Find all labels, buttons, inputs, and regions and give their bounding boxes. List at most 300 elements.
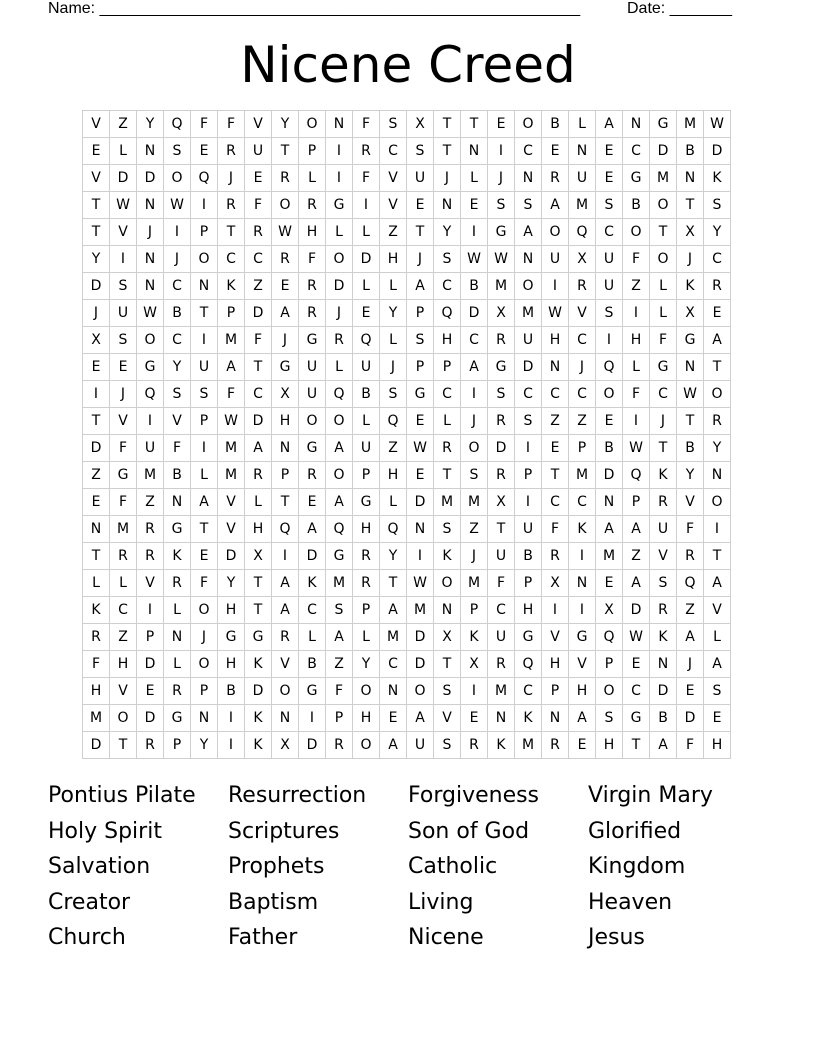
grid-cell: J [569,354,596,381]
grid-cell: I [326,165,353,192]
grid-cell: P [407,354,434,381]
grid-cell: G [488,354,515,381]
grid-cell: R [542,165,569,192]
grid-cell: Q [434,300,461,327]
word-search-grid [82,110,731,759]
grid-cell: T [218,219,245,246]
grid-cell: Q [353,327,380,354]
grid-cell: N [515,165,542,192]
grid-cell: R [83,624,110,651]
grid-cell: C [164,273,191,300]
grid-cell: T [434,138,461,165]
grid-cell: C [569,381,596,408]
grid-cell: A [326,624,353,651]
grid-cell: R [299,462,326,489]
grid-cell: M [461,570,488,597]
grid-cell: P [353,462,380,489]
grid-cell: K [245,705,272,732]
grid-cell: F [218,111,245,138]
grid-cell: J [434,165,461,192]
grid-cell: S [380,381,407,408]
grid-cell: A [380,732,407,759]
grid-cell: B [164,462,191,489]
grid-cell: N [83,516,110,543]
grid-cell: D [245,300,272,327]
grid-cell: C [245,246,272,273]
grid-cell: H [434,327,461,354]
grid-cell: Y [704,435,731,462]
grid-cell: G [407,381,434,408]
grid-cell: K [488,732,515,759]
grid-cell: L [110,138,137,165]
grid-cell: M [326,570,353,597]
grid-cell: G [326,543,353,570]
grid-cell: R [137,516,164,543]
grid-cell: I [623,300,650,327]
grid-cell: L [380,327,407,354]
grid-cell: Z [380,435,407,462]
grid-cell: E [623,651,650,678]
grid-cell: L [326,354,353,381]
grid-cell: V [110,408,137,435]
grid-cell: N [542,354,569,381]
grid-cell: T [650,435,677,462]
grid-cell: W [488,246,515,273]
grid-cell: Z [245,273,272,300]
grid-cell: V [164,408,191,435]
grid-cell: P [407,300,434,327]
grid-cell: C [704,246,731,273]
grid-cell: H [542,651,569,678]
grid-cell: A [515,219,542,246]
grid-cell: S [191,381,218,408]
grid-cell: Q [164,111,191,138]
grid-cell: A [569,705,596,732]
grid-cell: V [380,192,407,219]
grid-cell: V [83,111,110,138]
grid-cell: W [164,192,191,219]
word-list-item: Living [408,889,474,915]
grid-cell: S [380,111,407,138]
grid-cell: L [353,219,380,246]
grid-cell: Y [218,570,245,597]
grid-cell: I [299,705,326,732]
grid-cell: J [326,300,353,327]
grid-cell: R [542,543,569,570]
grid-cell: W [623,624,650,651]
grid-cell: L [353,624,380,651]
grid-cell: T [542,462,569,489]
grid-cell: R [299,300,326,327]
grid-cell: S [110,273,137,300]
grid-cell: D [488,435,515,462]
grid-cell: X [596,597,623,624]
grid-cell: P [596,651,623,678]
grid-cell: K [569,516,596,543]
grid-cell: T [245,570,272,597]
grid-cell: Q [326,516,353,543]
grid-cell: G [110,462,137,489]
grid-cell: L [380,489,407,516]
grid-cell: W [272,219,299,246]
grid-cell: J [380,354,407,381]
grid-cell: D [515,354,542,381]
grid-cell: V [218,516,245,543]
grid-cell: P [542,678,569,705]
grid-cell: V [704,597,731,624]
grid-cell: D [407,624,434,651]
grid-cell: L [299,165,326,192]
grid-cell: C [218,246,245,273]
grid-cell: G [137,354,164,381]
grid-cell: P [434,354,461,381]
grid-cell: O [542,219,569,246]
grid-cell: U [515,327,542,354]
grid-cell: H [569,678,596,705]
grid-cell: N [515,246,542,273]
grid-cell: E [704,705,731,732]
grid-cell: S [515,408,542,435]
grid-cell: R [677,543,704,570]
grid-cell: J [677,246,704,273]
grid-cell: W [704,111,731,138]
grid-cell: G [623,705,650,732]
grid-cell: B [461,273,488,300]
grid-cell: Y [704,219,731,246]
grid-cell: M [488,678,515,705]
grid-cell: D [623,597,650,624]
grid-cell: C [299,597,326,624]
grid-cell: H [704,732,731,759]
grid-cell: U [110,300,137,327]
grid-cell: A [677,624,704,651]
grid-cell: N [407,516,434,543]
grid-cell: S [515,192,542,219]
grid-cell: W [407,435,434,462]
word-list-item: Jesus [588,925,645,950]
grid-cell: I [596,327,623,354]
grid-cell: O [515,111,542,138]
page-title: Nicene Creed [240,36,576,94]
grid-cell: Z [380,219,407,246]
grid-cell: J [650,408,677,435]
grid-cell: P [515,570,542,597]
grid-cell: T [191,300,218,327]
grid-cell: Q [191,165,218,192]
grid-cell: U [596,246,623,273]
grid-cell: M [569,192,596,219]
grid-cell: W [137,300,164,327]
grid-cell: J [191,624,218,651]
grid-cell: T [677,192,704,219]
grid-cell: D [83,435,110,462]
grid-cell: R [488,408,515,435]
grid-cell: K [677,273,704,300]
grid-cell: Z [461,516,488,543]
grid-cell: J [461,543,488,570]
grid-cell: O [326,462,353,489]
grid-cell: D [83,732,110,759]
grid-cell: M [407,597,434,624]
grid-cell: R [488,327,515,354]
grid-cell: V [380,165,407,192]
grid-cell: V [110,219,137,246]
word-list-item: Forgiveness [408,783,540,808]
grid-cell: A [623,570,650,597]
grid-cell: R [488,651,515,678]
grid-cell: I [137,597,164,624]
grid-cell: U [299,354,326,381]
grid-cell: D [407,489,434,516]
grid-cell: R [164,678,191,705]
word-list-item: Salvation [48,854,151,879]
grid-cell: L [461,165,488,192]
grid-cell: A [407,705,434,732]
grid-cell: T [272,489,299,516]
grid-cell: G [272,354,299,381]
grid-cell: K [650,624,677,651]
grid-cell: F [164,435,191,462]
grid-cell: A [299,516,326,543]
grid-cell: R [488,462,515,489]
grid-cell: K [461,624,488,651]
word-list-item: Scriptures [228,818,340,844]
grid-cell: T [83,543,110,570]
grid-cell: O [434,570,461,597]
grid-cell: C [515,138,542,165]
grid-cell: O [272,678,299,705]
grid-cell: Q [137,381,164,408]
grid-cell: X [488,489,515,516]
grid-cell: L [326,219,353,246]
grid-cell: D [299,732,326,759]
word-list-item: Pontius Pilate [48,783,196,808]
grid-cell: K [245,732,272,759]
grid-cell: R [272,165,299,192]
grid-cell: O [704,381,731,408]
grid-cell: T [434,462,461,489]
grid-cell: U [542,246,569,273]
grid-cell: F [245,192,272,219]
grid-cell: I [218,732,245,759]
grid-cell: C [515,678,542,705]
grid-cell: A [191,489,218,516]
grid-cell: V [650,543,677,570]
grid-cell: R [272,246,299,273]
word-list-item: Catholic [408,854,498,879]
word-list-item: Church [48,925,126,950]
grid-cell: I [83,381,110,408]
grid-cell: E [596,165,623,192]
grid-cell: C [380,651,407,678]
grid-cell: K [434,543,461,570]
grid-cell: T [623,732,650,759]
grid-cell: E [677,678,704,705]
grid-cell: L [704,624,731,651]
grid-cell: J [83,300,110,327]
grid-cell: C [245,381,272,408]
grid-cell: H [299,219,326,246]
grid-cell: C [461,327,488,354]
grid-cell: S [434,516,461,543]
grid-cell: E [596,138,623,165]
grid-cell: V [137,570,164,597]
grid-cell: Y [137,111,164,138]
grid-cell: U [650,516,677,543]
grid-cell: C [542,381,569,408]
grid-cell: I [461,219,488,246]
word-list-item: Resurrection [228,783,367,808]
grid-cell: L [650,300,677,327]
grid-cell: R [110,543,137,570]
grid-cell: H [110,651,137,678]
grid-cell: P [137,624,164,651]
grid-cell: E [407,462,434,489]
grid-cell: Q [596,624,623,651]
grid-cell: S [407,138,434,165]
grid-cell: N [677,165,704,192]
grid-cell: S [110,327,137,354]
grid-cell: P [569,435,596,462]
grid-cell: D [218,543,245,570]
grid-cell: E [83,354,110,381]
grid-cell: Q [623,462,650,489]
grid-cell: Y [380,300,407,327]
grid-cell: I [110,246,137,273]
grid-cell: J [677,651,704,678]
grid-cell: D [596,462,623,489]
grid-cell: H [515,597,542,624]
word-list-item: Prophets [228,854,325,879]
grid-cell: Q [569,219,596,246]
grid-cell: D [650,138,677,165]
grid-cell: F [83,651,110,678]
grid-cell: F [677,516,704,543]
grid-cell: A [596,516,623,543]
grid-cell: F [542,516,569,543]
header [48,0,748,20]
grid-cell: E [137,678,164,705]
grid-cell: H [218,651,245,678]
grid-cell: N [650,651,677,678]
word-list [48,780,768,958]
grid-cell: O [650,246,677,273]
grid-cell: V [569,300,596,327]
date-field-label: Date: _______ [627,0,732,17]
grid-cell: T [380,570,407,597]
grid-cell: L [299,624,326,651]
grid-cell: T [83,408,110,435]
grid-cell: T [488,516,515,543]
grid-cell: I [272,543,299,570]
grid-cell: P [164,732,191,759]
grid-cell: C [623,138,650,165]
grid-cell: H [623,327,650,354]
grid-cell: V [245,111,272,138]
grid-cell: A [623,516,650,543]
grid-cell: M [596,543,623,570]
grid-cell: Z [110,624,137,651]
grid-cell: E [191,543,218,570]
grid-cell: D [461,300,488,327]
grid-cell: U [191,354,218,381]
grid-cell: E [272,273,299,300]
grid-cell: M [569,462,596,489]
grid-cell: O [164,165,191,192]
grid-cell: W [407,570,434,597]
grid-cell: V [434,705,461,732]
grid-cell: H [245,516,272,543]
grid-cell: V [677,489,704,516]
grid-cell: M [434,489,461,516]
grid-cell: S [434,678,461,705]
grid-cell: Y [191,732,218,759]
grid-cell: O [326,246,353,273]
grid-cell: P [191,408,218,435]
grid-cell: R [353,543,380,570]
grid-cell: W [461,246,488,273]
grid-cell: T [191,516,218,543]
grid-cell: O [650,192,677,219]
grid-cell: L [164,597,191,624]
grid-cell: M [515,300,542,327]
grid-cell: R [326,327,353,354]
grid-cell: E [110,354,137,381]
word-list-item: Baptism [228,889,319,915]
grid-cell: H [380,462,407,489]
grid-cell: K [704,165,731,192]
grid-cell: B [515,543,542,570]
grid-cell: E [704,300,731,327]
grid-cell: N [434,597,461,624]
grid-cell: Q [326,381,353,408]
grid-cell: R [650,597,677,624]
grid-cell: N [191,273,218,300]
grid-cell: M [137,462,164,489]
grid-cell: I [515,489,542,516]
grid-cell: R [650,489,677,516]
grid-cell: B [542,111,569,138]
grid-cell: T [245,354,272,381]
grid-cell: T [434,111,461,138]
grid-cell: Z [569,408,596,435]
grid-cell: I [461,381,488,408]
grid-cell: G [569,624,596,651]
grid-cell: M [110,516,137,543]
grid-cell: H [353,516,380,543]
grid-cell: H [83,678,110,705]
grid-cell: O [326,408,353,435]
grid-cell: J [461,408,488,435]
grid-cell: M [650,165,677,192]
grid-cell: R [434,435,461,462]
grid-cell: U [515,516,542,543]
grid-cell: D [110,165,137,192]
grid-cell: E [596,570,623,597]
grid-cell: E [542,435,569,462]
grid-cell: V [83,165,110,192]
grid-cell: Z [83,462,110,489]
grid-cell: M [380,624,407,651]
grid-cell: S [434,732,461,759]
grid-cell: N [596,489,623,516]
word-list-item: Glorified [588,818,682,844]
grid-cell: D [704,138,731,165]
grid-cell: T [83,192,110,219]
word-list-item: Son of God [408,818,530,844]
grid-cell: W [677,381,704,408]
grid-cell: E [353,300,380,327]
